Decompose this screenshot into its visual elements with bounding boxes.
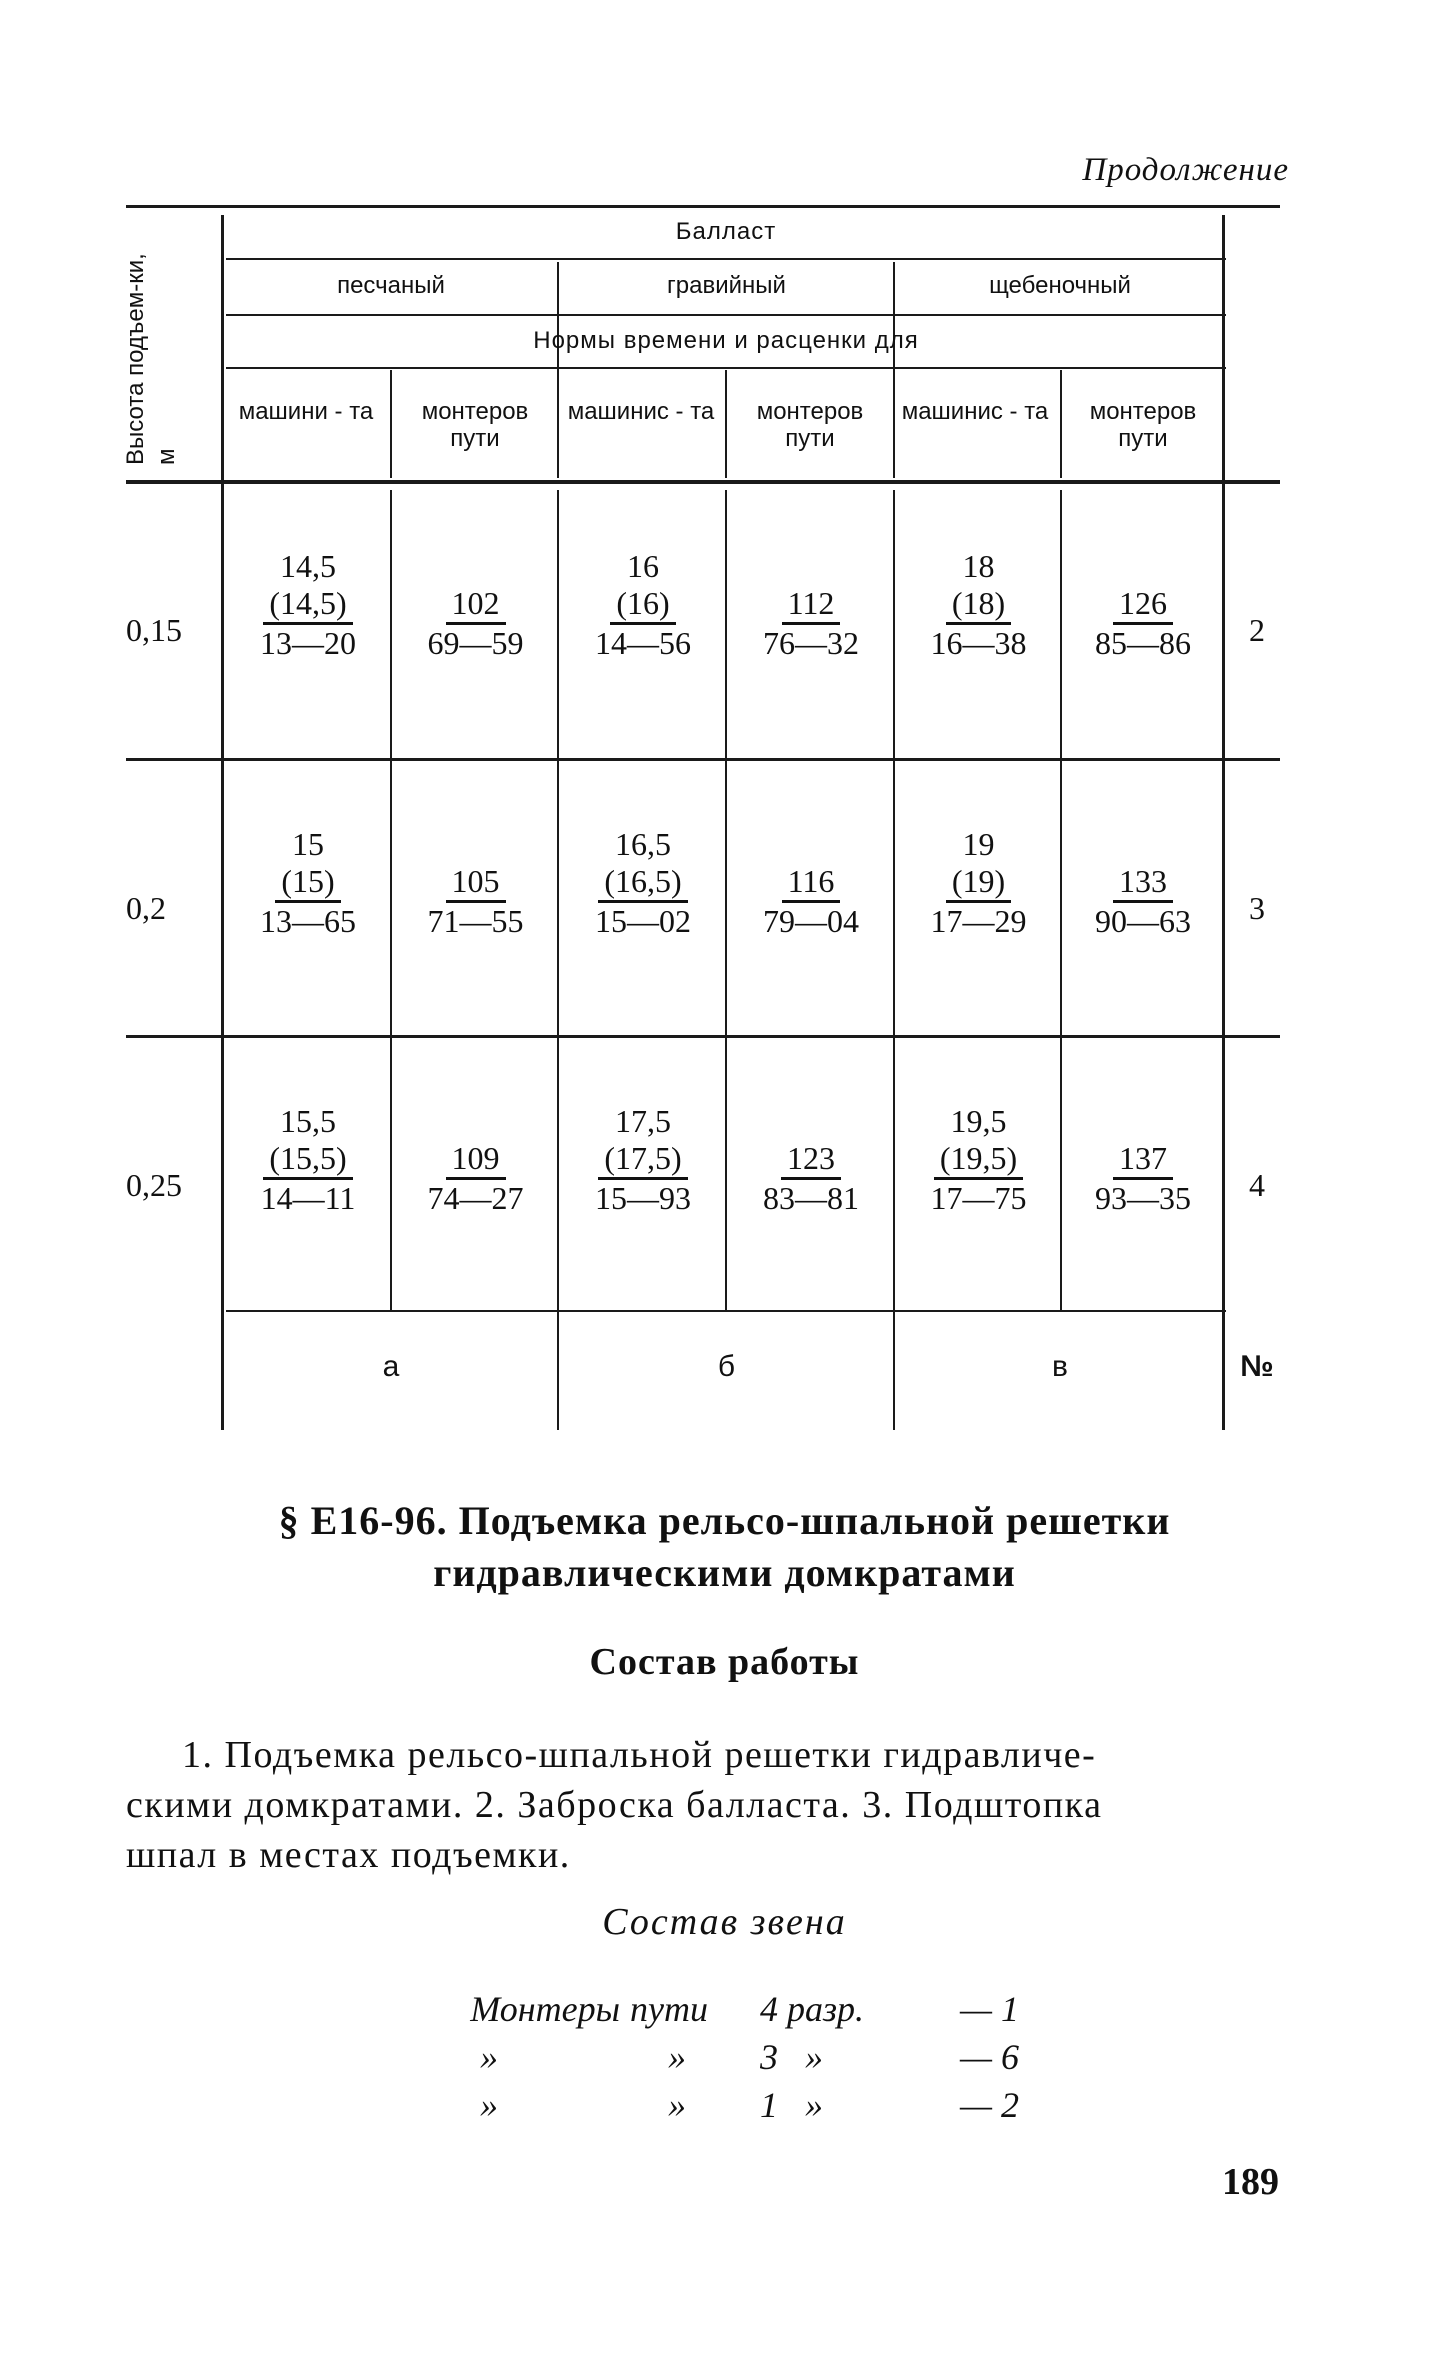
crew-row [420,1985,1020,2033]
time-norm-paren: (15) [275,863,340,903]
rate-price: 76—32 [763,625,859,661]
time-norm-paren: (18) [946,585,1011,625]
rate-price: 15—02 [595,903,691,939]
rate-cell [1064,585,1222,662]
time-norm-paren: (16) [610,585,675,625]
rate-cell [1064,1140,1222,1217]
norms-header: Нормы времени и расценки для [533,327,919,354]
page-number: 189 [1222,2161,1279,2203]
section-title [150,1495,1299,1599]
lift-height: 0,2 [126,890,166,926]
ballast-header: Балласт [675,218,777,245]
time-norm: 15,5 [280,1103,336,1139]
crew-count: — 1 [960,1989,1020,2029]
height-header: Высота подъем-ки, м [122,253,180,465]
crew-what: » [668,2037,686,2077]
ballast-sand: песчаный [337,272,445,299]
rate-cell [729,585,893,662]
row-number: 2 [1249,612,1265,648]
time-norm: 102 [446,585,506,625]
rate-cell [729,863,893,940]
rate-price: 13—65 [260,903,356,939]
rate-price: 79—04 [763,903,859,939]
rate-cell [394,585,557,662]
work-line: скими домкратами. 2. Заброска балласта. 3. Подштопка [126,1784,1103,1826]
time-norm: 112 [782,585,841,625]
rate-cell [561,826,725,940]
time-norm: 16 [627,548,659,584]
crew-who: » [480,2037,498,2077]
col-driver-c: машинис - та [901,398,1049,425]
rate-price: 17—29 [930,903,1027,939]
time-norm: 15 [292,826,324,862]
crew-grade: 3 » [760,2037,823,2077]
crew-count: — 6 [960,2037,1020,2077]
time-norm: 105 [446,863,506,903]
rate-cell [561,1103,725,1217]
lift-height: 0,15 [126,612,182,648]
rate-cell [394,863,557,940]
crew-grade: 1 » [760,2085,823,2125]
crew-count: — 2 [960,2085,1020,2125]
time-norm: 18 [962,548,995,584]
rate-price: 85—86 [1095,625,1191,661]
crew-who: Монтеры [470,1989,620,2029]
rate-cell [1064,863,1222,940]
rate-price: 14—56 [595,625,691,661]
rate-cell [729,1140,893,1217]
col-trackmen-c: монтеров пути [1089,398,1197,452]
col-trackmen-a: монтеров пути [421,398,529,452]
footer-b: б [717,1350,736,1383]
crew-row [420,2081,1020,2129]
work-heading: Состав работы [589,1641,860,1683]
time-norm: 133 [1113,863,1173,903]
footer-number: № [1240,1350,1274,1383]
ballast-gravel: гравийный [667,272,786,299]
work-line: 1. Подъемка рельсо-шпальной решетки гидравличе- [182,1734,1097,1776]
crew-who: » [480,2085,498,2125]
continuation-label: Продолжение [1082,152,1289,188]
time-norm-paren: (17,5) [598,1140,687,1180]
col-driver-b: машинис - та [567,398,715,425]
time-norm: 123 [781,1140,841,1180]
rate-cell [226,548,390,662]
rate-price: 16—38 [930,625,1027,661]
rate-cell [897,548,1060,662]
crew-what: » [668,2085,686,2125]
ballast-crushed-stone: щебеночный [989,272,1131,299]
time-norm: 19 [962,826,995,862]
rate-cell [226,826,390,940]
rate-price: 90—63 [1095,903,1191,939]
time-norm-paren: (14,5) [263,585,352,625]
time-norm: 126 [1113,585,1173,625]
crew-what: пути [630,1989,708,2029]
crew-grade: 4 разр. [760,1989,865,2029]
rate-price: 17—75 [930,1180,1027,1216]
rate-cell [897,826,1060,940]
footer-a: а [382,1350,400,1383]
rate-price: 71—55 [427,903,524,939]
col-driver-a: машини - та [238,398,374,425]
rate-cell [394,1140,557,1217]
time-norm-paren: (15,5) [263,1140,352,1180]
crew-row [420,2033,1020,2081]
rate-price: 93—35 [1095,1180,1191,1216]
rate-cell [561,548,725,662]
work-description [126,1730,1286,1880]
time-norm-paren: (19,5) [934,1140,1023,1180]
time-norm-paren: (16,5) [598,863,687,903]
rate-price: 74—27 [427,1180,524,1216]
time-norm: 16,5 [615,826,671,862]
rate-price: 13—20 [260,625,356,661]
work-line: шпал в местах подъемки. [126,1834,571,1876]
section-title-line2: гидравлическими домкратами [433,1550,1016,1595]
section-title-line1: § Е16-96. Подъемка рельсо-шпальной решетки [278,1498,1171,1543]
footer-c: в [1052,1350,1068,1383]
lift-height: 0,25 [126,1167,182,1203]
time-norm: 17,5 [615,1103,671,1139]
time-norm: 14,5 [280,548,336,584]
rate-price: 83—81 [763,1180,859,1216]
time-norm: 19,5 [950,1103,1007,1139]
rate-price: 15—93 [595,1180,691,1216]
time-norm: 116 [782,863,841,903]
rate-price: 14—11 [260,1180,356,1216]
crew-list [420,1985,1020,2129]
row-number: 3 [1249,890,1265,926]
time-norm: 109 [446,1140,506,1180]
time-norm: 137 [1113,1140,1173,1180]
rate-cell [226,1103,390,1217]
rate-cell [897,1103,1060,1217]
crew-heading: Состав звена [602,1901,847,1943]
row-number: 4 [1249,1167,1265,1203]
rate-price: 69—59 [427,625,524,661]
time-norm-paren: (19) [946,863,1011,903]
col-trackmen-b: монтеров пути [756,398,864,452]
